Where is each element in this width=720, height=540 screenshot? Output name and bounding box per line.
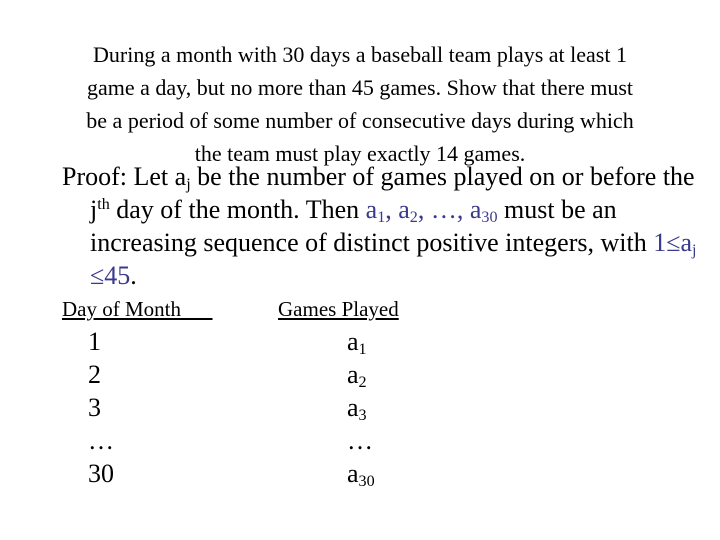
games-sub: 2: [358, 374, 367, 392]
seq-a1: a: [365, 195, 378, 224]
games-cell: [347, 391, 375, 424]
seq-sub-1: 1: [377, 209, 386, 227]
problem-line-4: the team must play exactly 14 games.: [194, 141, 526, 166]
games-column: [347, 325, 375, 490]
seq-comma-2: , …, a: [417, 195, 482, 224]
games-cell: [347, 358, 375, 391]
games-base: a: [347, 459, 359, 488]
proof-sequence: [365, 195, 498, 227]
games-sub: 3: [358, 407, 367, 425]
proof-text-2: day of the month. Then: [109, 195, 366, 224]
seq-sub-30: 30: [481, 209, 498, 227]
day-column: [88, 325, 114, 490]
proof-text-1: be the number of games played on or before the j: [90, 162, 695, 224]
day-cell: 3: [88, 393, 101, 422]
proof-end: .: [130, 261, 137, 290]
proof-sup-th: th: [97, 196, 110, 214]
problem-line-3: be a period of some number of consecutive days during which: [86, 108, 634, 133]
ineq-sub-j: j: [692, 242, 697, 260]
day-cell: …: [88, 426, 114, 455]
day-cell: 2: [88, 360, 101, 389]
games-cell: [347, 457, 375, 490]
games-base: a: [347, 327, 359, 356]
proof-prefix: Proof: Let a: [62, 162, 187, 191]
seq-comma-1: , a: [385, 195, 410, 224]
proof-text-3: must be an increasing sequence of distinct positive integers, with: [90, 195, 654, 257]
problem-line-1: During a month with 30 days a baseball team plays at least 1: [93, 42, 627, 67]
games-base: a: [347, 393, 359, 422]
header-games-played: Games Played: [278, 297, 399, 321]
header-day-of-month: Day of Month: [62, 297, 213, 321]
games-base: a: [347, 360, 359, 389]
games-sub: 30: [358, 473, 375, 491]
seq-sub-2: 2: [409, 209, 418, 227]
problem-statement: [40, 38, 680, 170]
proof-sub-j: j: [186, 176, 191, 194]
games-sub: 1: [358, 341, 367, 359]
ineq-rhs: ≤45: [90, 261, 131, 290]
problem-line-2: game a day, but no more than 45 games. Show that there must: [86, 75, 633, 100]
games-base: …: [347, 426, 373, 455]
day-cell: 30: [88, 459, 114, 488]
proof-paragraph: [62, 160, 710, 292]
ineq-lhs: 1≤a: [653, 228, 693, 257]
games-cell: [347, 424, 375, 457]
day-cell: 1: [88, 327, 101, 356]
games-cell: [347, 325, 375, 358]
